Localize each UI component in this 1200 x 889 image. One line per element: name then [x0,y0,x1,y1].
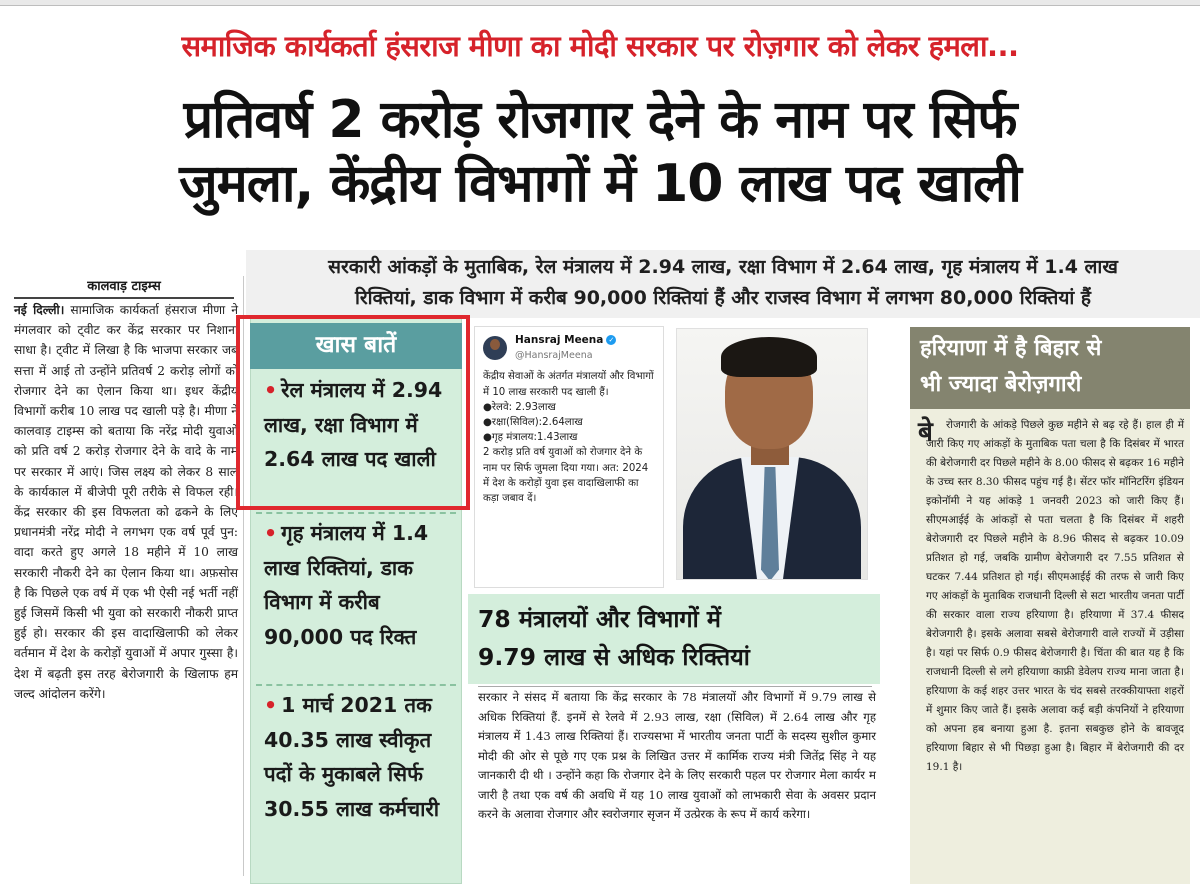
key-point-2-text: गृह मंत्रालय में 1.4 लाख रिक्तियां, डाक विभाग में करीब 90,000 पद रिक्त [264,521,429,649]
hair-shape [721,337,817,377]
tweet-author-name: Hansraj Meena [515,334,604,346]
tweet-embed [474,326,664,588]
haryana-title-line-2: भी ज्यादा बेरोज़गारी [920,372,1082,397]
vacancies-section-title [478,600,874,676]
main-headline [14,88,1186,216]
red-highlight-frame [236,315,470,510]
headline-line-1: प्रतिवर्ष 2 करोड़ रोजगार देने के नाम पर सिर्फ [183,90,1017,150]
avatar [483,336,507,360]
vacancies-title-line-2: 9.79 लाख से अधिक रिक्तियां [478,643,750,671]
headline-line-2: जुमला, केंद्रीय विभागों में 10 लाख पद खाली [179,154,1021,214]
kicker-headline: समाजिक कार्यकर्ता हंसराज मीणा का मोदी सरकार पर रोज़गार को लेकर हमला... [181,29,1019,63]
portrait-photo [676,328,868,580]
tweet-header [483,333,655,363]
tweet-stat: ●रक्षा(सिविल):2.64लाख [483,417,583,429]
lead-article [14,300,238,704]
lead-article-text: सामाजिक कार्यकर्ता हंसराज मीणा ने मंगलवार को ट्वीट कर केंद्र सरकार पर निशाना साधा है। ट्वीट में लिखा है कि भाजपा सरकार जब सत्ता में आई तो उन्होंने प्रतिवर्ष 2 करोड़ लोगों को रोजगार देने का ऐलान किया था। इधर केंद्रीय विभागों करीब 10 लाख पद खाली पड़े है। मीणा ने कालवाड़ टाइम्स को बताया कि नरेंद्र मोदी युवाओं को प्रति वर्ष 2 करोड़ रोजगार देने के वादे के नाम पर सरकार में आएं। जिस लक्ष्य को लेकर 8 साल के कार्यकाल में बीजेपी पूरी तरीके से विफल रही। केंद्र सरकार की इस विफलता को ढकने के लिए प्रधानमंत्री नरेंद्र मोदी ने लगभग एक वर्ष पूर्व पुन: वादा करते हुए अगले 18 महीने में 10 लाख सरकारी नौकरी देने का ऐलान किया था। अफ़सोस है कि पिछले एक वर्ष में एक भी ऐसी नई भर्ती नहीं हुई जिसमें किसी भी युवा को सरकारी नौकरी प्राप्त हुई हो। सरकार की इस वादाखिलाफी को लेकर वर्तमान में देश के करोड़ों युवाओं में अपार गुस्सा है। देश में बढ़ती इस तरह बेरोजगारी के खिलाफ हम जल्द आंदोलन करेंगे। [14,303,238,701]
tweet-outro: 2 करोड़ प्रति वर्ष युवाओं को रोजगार देने के नाम पर सिर्फ जुमला दिया गया। अत: 2024 में देश के करोड़ों युवा इस वादाखिलाफी का कड़ा जबाव दें। [483,447,649,505]
bullet-icon: • [264,693,278,717]
section-rule [478,686,872,687]
vacancies-section-body: सरकार ने संसद में बताया कि केंद्र सरकार के 78 मंत्रालयों और विभागों में 9.79 लाख से अधिक रिक्तियां हैं. इनमें से रेलवे में 2.93 लाख, रक्षा (सिविल) में 2.64 लाख और गृह मंत्रालय में 1.43 लाख रिक्तियां हैं। राज्यसभा में भारतीय जनता पार्टी के सदस्य सुशील कुमार मोदी की ओर से पूछे गए एक प्रश्न के लिखित उत्तर में कार्मिक राज्य मंत्री जितेंद्र सिंह ने यह जानकारी दी थी । उन्होंने कहा कि रोजगार देने के लिए सरकारी पहल पर रोजगार मेला कार्यर म जारी है तथा एक वर्ष की अवधि में यह 10 लाख युवाओं को लाभकारी सेवा के अवसर प्रदान करने के अलावा रोजगार और स्वरोजगार सृजन में उत्प्रेरक के रूप में कार्य करेगा। [478,690,876,821]
key-point-3-text: 1 मार्च 2021 तक 40.35 लाख स्वीकृत पदों के मुकाबले सिर्फ 30.55 लाख कर्मचारी [264,693,440,821]
tweet-intro: केंद्रीय सेवाओं के अंतर्गत मंत्रालयों और विभागों में 10 लाख सरकारी पद खाली हैं। [483,371,654,398]
key-point-separator [256,684,456,686]
key-point-2 [264,516,452,654]
haryana-section-title [910,327,1190,409]
key-point-3 [264,688,452,826]
tweet-stat: ●रेलवे: 2.93लाख [483,401,556,413]
page-top-strip [0,0,1200,6]
bullet-icon: • [264,521,278,545]
subheadline [246,250,1200,318]
subheadline-line-1: सरकारी आंकड़ों के मुताबिक, रेल मंत्रालय में 2.94 लाख, रक्षा विभाग में 2.64 लाख, गृह मंत्रालय में 1.4 लाख [328,256,1118,278]
key-point-separator [256,512,456,514]
vacancies-title-line-1: 78 मंत्रालयों और विभागों में [478,605,721,633]
haryana-title-line-1: हरियाणा में है बिहार से [920,336,1102,361]
tweet-stat: ●गृह मंत्रालय:1.43लाख [483,432,578,444]
dateline: नई दिल्ली। [14,303,65,317]
tweet-author-handle: @HansrajMeena [515,350,593,362]
verified-badge-icon: ✓ [606,335,616,345]
haryana-section-body: रोजगारी के आंकड़े पिछले कुछ महीने से बढ़ रहे हैं। हाल ही में जारी किए गए आंकड़ों के मुताबिक पता चला है कि दिसंबर में भारत की बेरोजगारी दर पिछले महीने के 8.00 फीसद से बढ़कर 16 महीने के उच्च स्तर 8.30 फीसद पहुंच गई है। सेंटर फॉर मॉनिटरिंग इंडियन इकोनॉमी ने यह आंकड़े 1 जनवरी 2023 को जारी किए हैं। सीएमआईई के आंकड़ों से पता चलता है कि दिसंबर में शहरी बेरोजगारी दर पिछले महीने के 8.96 फीसद से बढ़कर 10.09 प्रतिशत हो गई, जबकि ग्रामीण बेरोजगारी दर 7.55 प्रतिशत से घटकर 7.44 प्रतिशत हो गई। सीएमआईई की तरफ से जारी किए गए आंकड़ों के मुताबिक राजधानी दिल्ली से सटा भारतीय जनता पार्टी की सरकार वाला राज्य हरियाणा है। हरियाणा में 37.4 फीसद बेरोजगारी है। इसके अलावा सबसे बेरोजगारी वाले राज्यों में उड़ीसा है। यहां पर सिर्फ 0.9 फीसद बेरोजगारी है। चिंता की बात यह है कि राजधानी दिल्ली से लगे हरियाणा काफ्री डेवेलप राज्य माना जाता है। हरियाणा के कई शहर उत्तर भारत के चंद सबसे तरक्कीयाफ्ता शहरों में शुमार किए जाते हैं। इसके अलावा कई बड़ी कंपनियों ने हरियाणा को अपना हब बनाया हुआ है. इतना सबकुछ होने के बावजूद हरियाणा बिहार से भी पिछड़ा हुआ है। बिहार में बेरोजगारी की दर 19.1 है। [926,419,1184,773]
key-point-1-text: रेल मंत्रालय में 2.94 लाख, रक्षा विभाग में 2.64 लाख पद खाली [264,378,443,471]
newspaper-name: कालवाड़ टाइम्स [14,276,234,299]
bullet-icon: • [264,378,278,402]
key-points-title: खास बातें [250,323,462,369]
subheadline-line-2: रिक्तियां, डाक विभाग में करीब 90,000 रिक्तियां हैं और राजस्व विभाग में लगभग 80,000 रिक्तियां हैं [354,287,1091,309]
dropcap: बे [918,417,933,447]
